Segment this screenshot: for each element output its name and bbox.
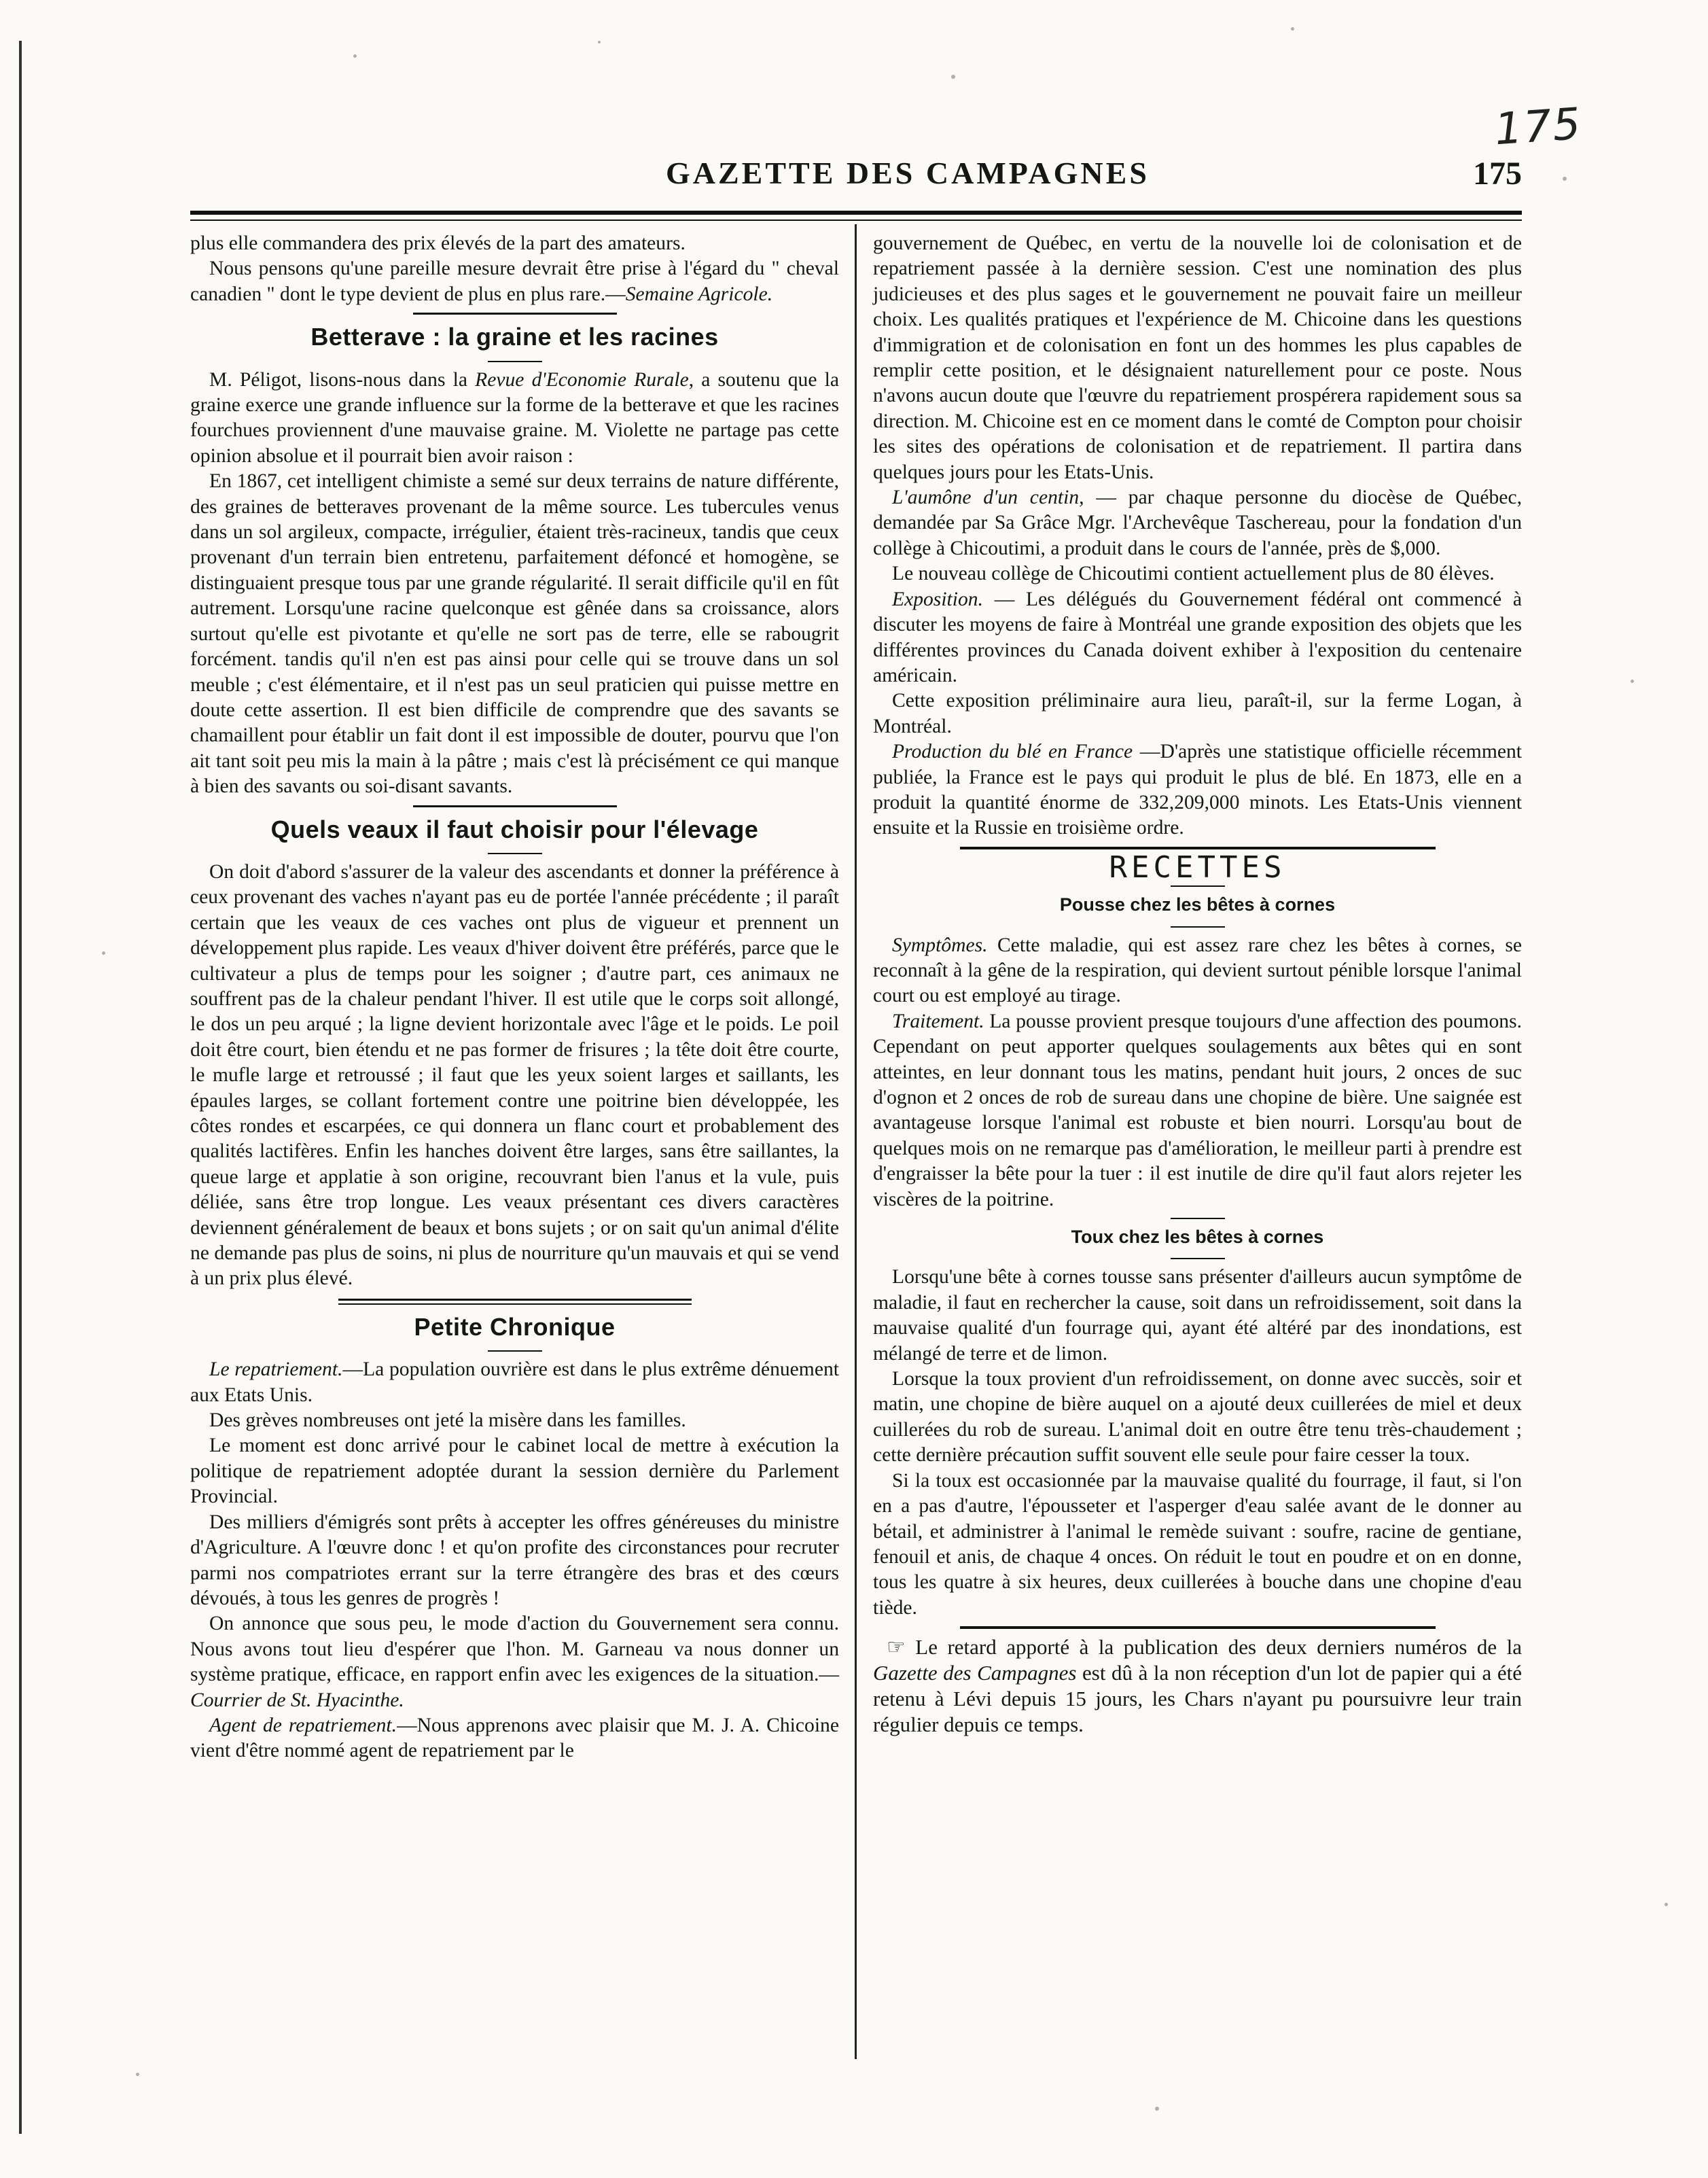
paragraph: Des milliers d'émigrés sont prêts à accepter les offres généreuses du ministre d'Agriculture. A l'œuvre donc ! et qu'on profite des circonstances pour recruter parmi nos compatriotes errant sur la terre étrangère des bras et des cœurs dévoués, à tous les genres de progrès ! (190, 1511, 839, 1609)
paragraph: plus elle commandera des prix élevés de la part des amateurs. (190, 232, 686, 254)
page-number: 175 (1473, 156, 1522, 192)
pointing-hand-icon: ☞ (887, 1635, 916, 1659)
source-citation: Courrier de St. Hyacinthe. (190, 1689, 404, 1711)
heading-petite-chronique: Petite Chronique (414, 1312, 616, 1341)
heading-veaux: Quels veaux il faut choisir pour l'élevage (270, 815, 759, 843)
section-separator (1171, 885, 1225, 887)
heading-pousse: Pousse chez les bêtes à cornes (1059, 894, 1336, 915)
paper-speck (1665, 1903, 1668, 1906)
paragraph: Le nouveau collège de Chicoutimi contient actuellement plus de 80 élèves. (892, 563, 1495, 585)
paragraph: Nous pensons qu'une pareille mesure devrait être prise à l'égard du " cheval canadien " dont le type devient de plus en plus rare.—Semaine Agricole. (190, 258, 839, 305)
section-separator (488, 1350, 542, 1352)
paper-speck (598, 41, 601, 43)
section-separator (488, 853, 542, 854)
paragraph: Le moment est donc arrivé pour le cabinet local de mettre à exécution la politique de repatriement adoptée durant la session dernière du Parlement Provincial. (190, 1435, 839, 1508)
column-divider (855, 224, 857, 2059)
left-column (190, 231, 839, 1764)
paper-speck (1291, 27, 1294, 31)
section-separator (338, 1299, 692, 1305)
paper-speck (1155, 2107, 1159, 2111)
paragraph: Production du blé en France —D'après une statistique officielle récemment publiée, la France est le pays qui produit le plus de blé. En 1873, elle en a produit la quantité énorme de 332,209,000 minots. Les Etats-Unis viennent ensuite et la Russie en troisième ordre. (873, 741, 1522, 839)
heading-toux: Toux chez les bêtes à cornes (1071, 1227, 1324, 1248)
paragraph: Le repatriement.—La population ouvrière est dans le plus extrême dénuement aux Etats Unis. (190, 1358, 839, 1406)
paper-speck (1631, 680, 1634, 683)
paragraph: Agent de repatriement.—Nous apprenons avec plaisir que M. J. A. Chicoine vient d'être nommé agent de repatriement par le (190, 1714, 839, 1762)
paragraph: M. Péligot, lisons-nous dans la Revue d'Economie Rurale, a soutenu que la graine exerce une grande influence sur la forme de la betterave et que les racines fourchues proviennent d'une mauvaise graine. M. Violette ne partage pas cette opinion absolue et il pourrait bien avoir raison : (190, 368, 839, 467)
paragraph: ☞ Le retard apporté à la publication des deux derniers numéros de la Gazette des Campagnes est dû à la non réception d'un lot de papier qui a été retenu à Lévi depuis 15 jours, les Chars n'ayant pu poursuivre leur train régulier depuis ce temps. (873, 1635, 1522, 1737)
paragraph: Symptômes. Cette maladie, qui est assez rare chez les bêtes à cornes, se reconnaît à la gêne de la respiration, qui devient surtout pénible lorsque l'animal court ou est employé au tirage. (873, 934, 1522, 1007)
source-citation: Semaine Agricole. (625, 283, 773, 305)
section-separator (488, 361, 542, 362)
handwritten-folio: 175 (1493, 99, 1584, 156)
source-citation: Gazette des Campagnes (873, 1661, 1077, 1685)
section-separator (960, 847, 1436, 849)
paragraph: On annonce que sous peu, le mode d'action du Gouvernement sera connu. Nous avons tout lieu d'espérer que l'hon. M. Garneau va nous donner un système pratique, efficace, en rapport enfin avec les exigences de la situation.—Courrier de St. Hyacinthe. (190, 1613, 839, 1711)
section-separator (1171, 1258, 1225, 1259)
heading-betterave: Betterave : la graine et les racines (310, 323, 719, 351)
publisher-notice (873, 1634, 1522, 1738)
paragraph: Si la toux est occasionnée par la mauvaise qualité du fourrage, il faut, si l'on en a pas d'autre, l'épousseter et l'asperger d'eau salée avant de le donner au bétail, et administrer à l'animal le remède suivant : soufre, racine de gentiane, fenouil et anis, de chaque 4 onces. On réduit le tout en poudre et on en donne, tous les quatre à six heures, deux cuillerées à bouche dans une chopine d'eau tiède. (873, 1469, 1522, 1619)
paragraph: Lorsqu'une bête à cornes tousse sans présenter d'ailleurs aucun symptôme de maladie, il faut en rechercher la cause, soit dans un refroidissement, soit dans la mauvaise qualité d'un fourrage qui, ayant été altéré par des inondations, est mélangé de terre et de limon. (873, 1266, 1522, 1365)
section-separator (413, 805, 617, 807)
paragraph: On doit d'abord s'assurer de la valeur des ascendants et donner la préférence à ceux provenant des vaches n'ayant pas eu de portée l'année précédente ; il paraît certain que les veaux de ces vaches ont plus de vigueur et prennent un développement plus rapide. Les veaux d'hiver doivent être préférés, parce que le cultivateur a plus de temps pour les soigner ; d'autre part, ces animaux ne souffrent pas de la chaleur pendant l'hiver. Il est utile que le corps soit allongé, le dos un peu arqué ; la ligne devient horizontale avec l'âge et le poids. Le poil doit être court, bien étendu et ne pas former de frisures ; la tête doit être courte, le mufle large et retroussé ; il faut que les yeux soient larges et saillants, les épaules larges, se collant fortement contre une poitrine bien développée, les côtes rondes et escarpées, ce qui donnera un flanc court et probablement des qualités lactifères. Enfin les hanches doivent être larges, sans être saillantes, la queue large et applatie à son origine, recouvrant bien l'anus et la vule, puis déliée, sans être trop longue. Les veaux présentant ces divers caractères deviennent généralement de beaux et bons sujets ; or on sait qu'un animal d'élite ne demande pas plus de soins, ni plus de nourriture qu'un mauvais et qui se vend à un prix plus élevé. (190, 860, 839, 1290)
section-separator (1171, 926, 1225, 928)
paragraph: Exposition. — Les délégués du Gouvernement fédéral ont commencé à discuter les moyens de faire à Montréal une grande exposition des objets que les différentes provinces du Canada doivent exhiber à l'exposition du centenaire américain. (873, 588, 1522, 686)
paper-speck (102, 951, 105, 955)
paragraph: Lorsque la toux provient d'un refroidissement, on donne avec succès, soir et matin, une chopine de bière auquel on a ajouté deux cuillerées de miel et deux cuillerées du rob de sureau. L'animal doit en outre être tenu très-chaudement ; cette dernière précaution suffit souvent elle seule pour faire cesser la toux. (873, 1368, 1522, 1466)
paragraph: Traitement. La pousse provient presque toujours d'une affection des poumons. Cependant on peut apporter quelques soulagements aux bêtes qui en sont atteintes, en leur donnant tous les matins, pendant huit jours, 2 onces de suc d'ognon et 2 onces de rob de sureau dans une chopine de bière. Une saignée est avantageuse lorsque l'animal est robuste et bien nourri. Lorsqu'au bout de quelques mois on ne remarque pas d'amélioration, le meilleur parti à prendre est d'engraisser la bête pour la tuer : il est inutile de dire qu'il faut alors rejeter les viscères de la poitrine. (873, 1010, 1522, 1210)
paper-speck (951, 75, 955, 79)
paper-speck (136, 2073, 139, 2076)
publication-title: GAZETTE DES CAMPAGNES (666, 156, 1150, 190)
header-rule (190, 211, 1522, 221)
section-separator (413, 313, 617, 315)
section-separator (960, 1626, 1436, 1629)
paragraph: Cette exposition préliminaire aura lieu, paraît-il, sur la ferme Logan, à Montréal. (873, 690, 1522, 737)
paragraph: L'aumône d'un centin, — par chaque personne du diocèse de Québec, demandée par Sa Grâce Mgr. l'Archevêque Taschereau, pour la fondation d'un collège à Chicoutimi, a produit dans le cours de l'année, près de $,000. (873, 487, 1522, 559)
right-column (873, 231, 1522, 1738)
section-separator (1171, 1218, 1225, 1219)
source-citation: Revue d'Economie Rurale (475, 368, 689, 391)
paragraph: gouvernement de Québec, en vertu de la nouvelle loi de colonisation et de repatriement passée à la dernière session. C'est une nomination des plus judicieuses et des plus sages et le gouvernement ne pouvait faire un meilleur choix. Les qualités pratiques et l'expérience de M. Chicoine dans les questions d'immigration et de colonisation en font un des hommes les plus capables de remplir cette position, et le désignaient naturellement pour ce poste. Nous n'avons aucun doute que l'œuvre du repatriement prospérera rapidement sous sa direction. M. Chicoine est en ce moment dans le comté de Compton pour choisir les sites des opérations de colonisation et de repatriement. Il partira dans quelques jours pour les Etats-Unis. (873, 232, 1522, 483)
paper-speck (1563, 177, 1567, 181)
paper-speck (353, 54, 357, 58)
binding-edge-line (19, 41, 22, 2134)
running-head (190, 155, 1522, 203)
paragraph: Des grèves nombreuses ont jeté la misère dans les familles. (209, 1409, 686, 1432)
heading-recettes: RECETTES (1109, 849, 1286, 885)
paragraph: En 1867, cet intelligent chimiste a semé sur deux terrains de nature différente, des graines de betteraves provenant de la même source. Les tubercules venus dans un sol argileux, compacte, irrégulier, étaient très-racineux, tandis que ceux provenant d'un terrain bien entretenu, parfaitement défoncé et homogène, se distinguaient presque tous par une grande régularité. Il serait difficile qu'il en fût autrement. Lorsqu'une racine quelconque est gênée dans sa croissance, alors surtout qu'elle est pivotante et qu'elle ne sort pas de terre, elle se rabougrit forcément. tandis qu'il n'en est pas ainsi pour celle qui se trouve dans un sol meuble ; c'est élémentaire, et il n'est pas un seul praticien qui puisse mettre en doute cette assertion. Il est bien difficile de comprendre que des savants se chamaillent pour établir un fait dont il est impossible de douter, pourvu que l'on ait tant soit peu mis la main à la pâtre ; mais c'est là précisément ce qui manque à bien des savants ou soi-disant savants. (190, 470, 839, 798)
